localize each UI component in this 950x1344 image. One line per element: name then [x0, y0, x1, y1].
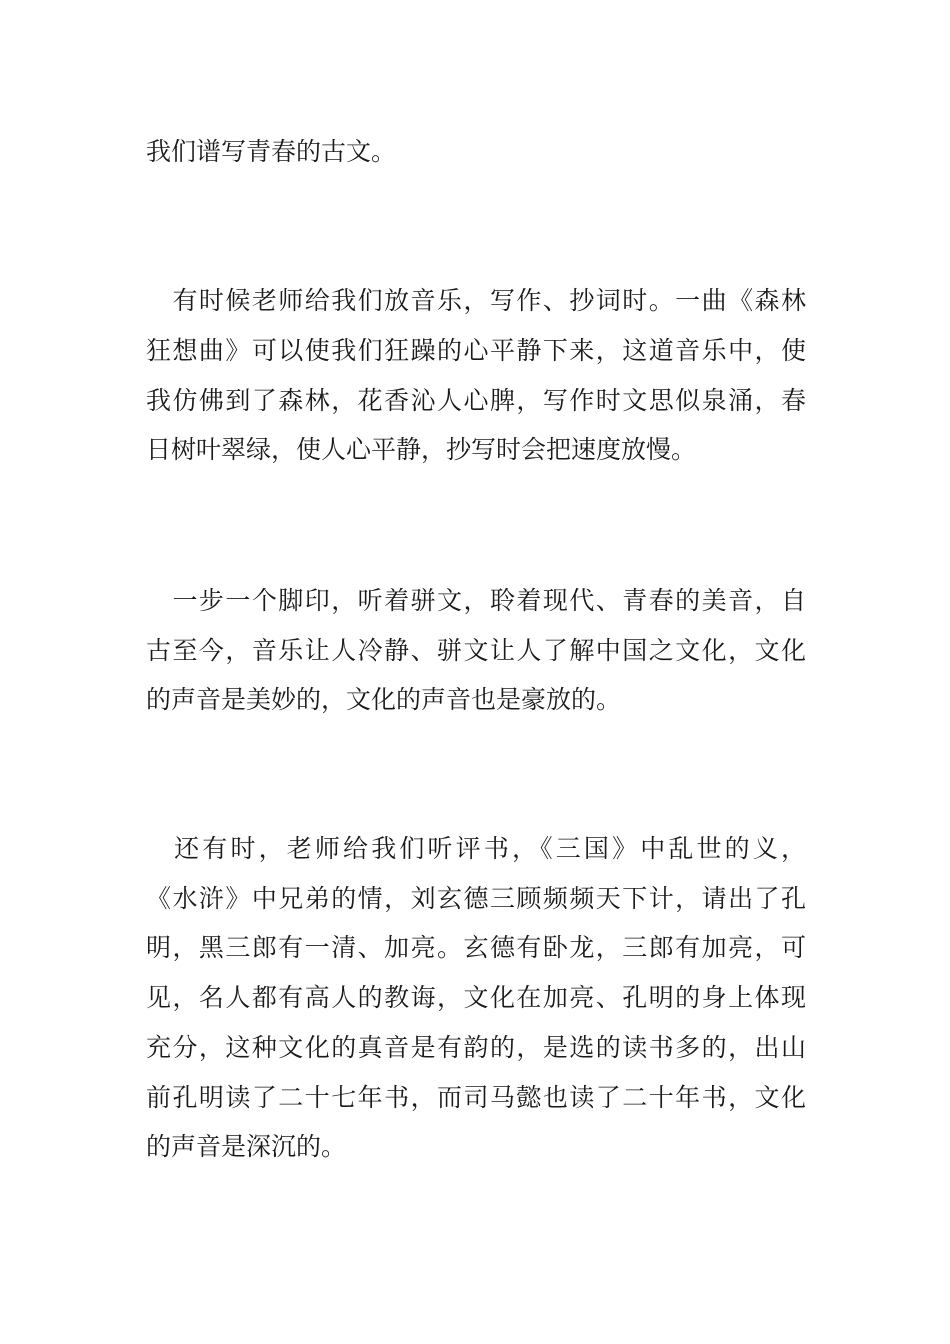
paragraph-2-line-1: 有时候老师给我们放音乐，写作、抄词时。一曲《森林	[146, 286, 806, 315]
paragraph-2-line-3: 我仿佛到了森林，花香沁人心脾，写作时文思似泉涌，春	[146, 386, 806, 415]
paragraph-4-line-6: 前孔明读了二十七年书，而司马懿也读了二十年书，文化	[146, 1083, 806, 1112]
paragraph-2-line-2: 狂想曲》可以使我们狂躁的心平静下来，这道音乐中，使	[146, 336, 806, 365]
paragraph-4-line-5: 充分，这种文化的真音是有韵的，是选的读书多的，出山	[146, 1033, 806, 1062]
paragraph-3-line-1: 一步一个脚印，听着骈文，聆着现代、青春的美音，自	[146, 586, 806, 615]
paragraph-4-line-1: 还有时，老师给我们听评书，《三国》中乱世的义，	[146, 834, 806, 863]
paragraph-4-line-4: 见，名人都有高人的教诲，文化在加亮、孔明的身上体现	[146, 983, 806, 1012]
paragraph-3-line-3: 的声音是美妙的，文化的声音也是豪放的。	[146, 685, 622, 714]
paragraph-4-line-2: 《水浒》中兄弟的情，刘玄德三顾频频天下计，请出了孔	[146, 884, 806, 913]
paragraph-1-line-1: 我们谱写青春的古文。	[146, 137, 397, 166]
paragraph-2-line-4: 日树叶翠绿，使人心平静，抄写时会把速度放慢。	[146, 435, 697, 464]
paragraph-4-line-7: 的声音是深沉的。	[146, 1132, 347, 1161]
paragraph-4-line-3: 明，黑三郎有一清、加亮。玄德有卧龙，三郎有加亮，可	[146, 933, 806, 962]
paragraph-3-line-2: 古至今，音乐让人冷静、骈文让人了解中国之文化，文化	[146, 636, 806, 665]
